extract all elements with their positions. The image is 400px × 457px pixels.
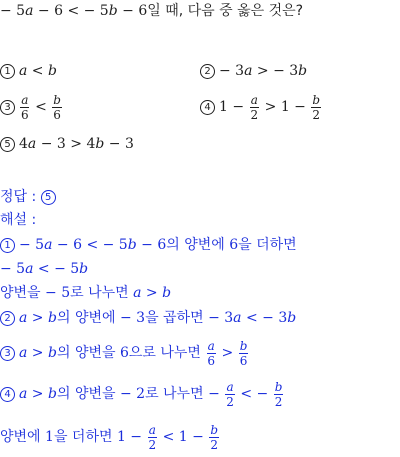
option-1-content: a < b [19, 63, 57, 79]
answer-value: 5 [41, 190, 56, 205]
explanation-line-7: 양변에 1을 더하면 1 − $\frac{a}{2}$ < 1 − $\frac{b}{2}$ [0, 422, 218, 452]
option-2 [200, 62, 307, 80]
question-stem [0, 2, 303, 20]
answer-label: 정답 : [0, 189, 37, 205]
option-3-number: 3 [0, 100, 15, 115]
option-2-number: 2 [200, 64, 215, 79]
option-1-number: 1 [0, 64, 15, 79]
explanation-line-2: − 5a < − 5b [0, 261, 89, 277]
question-stem-math: − 5a − 6 < − 5b − 6 [0, 3, 148, 19]
explanation-line-3: 양변을 − 5로 나누면 a > b [0, 285, 172, 301]
answer-line [0, 188, 60, 206]
explanation-label: 해설 : [0, 212, 37, 228]
option-5 [0, 135, 134, 153]
option-5-number: 5 [0, 137, 15, 152]
explanation-line-6-number: 4 [0, 387, 15, 402]
option-5-content: 4a − 3 > 4b − 3 [19, 136, 134, 152]
option-1 [0, 62, 57, 80]
explanation-line-5-number: 3 [0, 346, 15, 361]
explanation-line-1-number: 1 [0, 238, 15, 253]
explanation-line-5: 3 a > b의 양변을 6으로 나누면 $\frac{a}{6}$ > $\frac{b}{6}$ [0, 336, 249, 370]
question-stem-text: 일 때, 다음 중 옳은 것은? [147, 3, 304, 19]
explanation-line-4-number: 2 [0, 311, 15, 326]
option-2-content: − 3a > − 3b [219, 63, 308, 79]
explanation-line-6: 4 a > b의 양변을 − 2로 나누면 − $\frac{a}{2}$ < − $\frac{b}{2}$ [0, 377, 284, 411]
option-4-content: 1 − $\frac{a}{2}$ > 1 − $\frac{b}{2}$ [219, 92, 321, 122]
option-3-content: $\frac{a}{6}$ < $\frac{b}{6}$ [21, 92, 61, 122]
option-4 [200, 90, 322, 124]
option-3 [0, 90, 63, 124]
explanation-line-4: 2 a > b의 양변에 − 3을 곱하면 − 3a < − 3b [0, 309, 296, 327]
option-4-number: 4 [200, 100, 215, 115]
explanation-line-1: 1 − 5a − 6 < − 5b − 6의 양변에 6을 더하면 [0, 236, 297, 254]
